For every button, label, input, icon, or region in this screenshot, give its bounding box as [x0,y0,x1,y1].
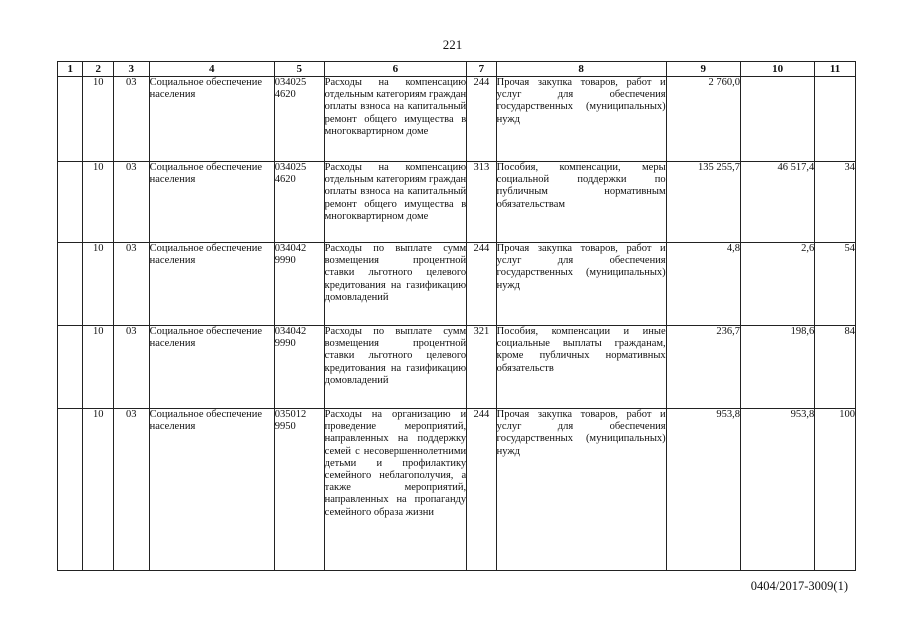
cell-expense-type: 244 [467,409,497,571]
cell-target-code: 034042 9990 [274,243,324,326]
cell-section: 10 [83,326,114,409]
cell-percent: 100 [815,409,856,571]
cell-section: 10 [83,162,114,243]
cell-expense-type: 244 [467,243,497,326]
cell-expense-type-name: Пособия, компенсации, меры социальной поддержки по публичным нормативным обязательствам [496,162,666,243]
cell-section: 10 [83,77,114,162]
column-header: 5 [274,62,324,77]
cell-section-name: Социальное обеспечение населения [149,162,274,243]
cell-col1 [58,162,83,243]
cell-amount-executed: 46 517,4 [740,162,814,243]
budget-table [57,61,856,571]
column-header: 6 [324,62,467,77]
cell-col1 [58,77,83,162]
cell-expense-type: 244 [467,77,497,162]
column-header: 8 [496,62,666,77]
cell-expense-name: Расходы по выплате сумм возмещения процентной ставки льготного целевого кредитования на газификацию домовладений [324,243,467,326]
column-header: 2 [83,62,114,77]
cell-amount-planned: 135 255,7 [666,162,740,243]
cell-percent: 54 [815,243,856,326]
document-code: 0404/2017-3009(1) [750,579,848,593]
table-header-row [58,62,856,77]
cell-amount-executed: 2,6 [740,243,814,326]
cell-expense-name: Расходы на организацию и проведение мероприятий, направленных на поддержку семей с несовершеннолетними детьми и профилактику семейного неблагополучия, а также мероприятий, направленных на пропаганду семейного образа жизни [324,409,467,571]
cell-expense-name: Расходы по выплате сумм возмещения процентной ставки льготного целевого кредитования на газификацию домовладений [324,326,467,409]
column-header: 1 [58,62,83,77]
cell-subsection: 03 [113,409,149,571]
column-header: 10 [740,62,814,77]
cell-expense-name: Расходы на компенсацию отдельным категориям граждан оплаты взноса на капитальный ремонт общего имущества в многоквартирном доме [324,162,467,243]
cell-target-code: 034042 9990 [274,326,324,409]
table-row [58,243,856,326]
cell-section: 10 [83,409,114,571]
table-row [58,326,856,409]
table-row [58,409,856,571]
cell-amount-planned: 4,8 [666,243,740,326]
cell-amount-planned: 2 760,0 [666,77,740,162]
cell-section: 10 [83,243,114,326]
column-header: 3 [113,62,149,77]
cell-expense-type: 321 [467,326,497,409]
cell-expense-type-name: Прочая закупка товаров, работ и услуг для обеспечения государственных (муниципальных) нужд [496,243,666,326]
table-row [58,162,856,243]
cell-col1 [58,326,83,409]
cell-section-name: Социальное обеспечение населения [149,243,274,326]
cell-expense-type: 313 [467,162,497,243]
cell-expense-type-name: Прочая закупка товаров, работ и услуг для обеспечения государственных (муниципальных) нужд [496,77,666,162]
cell-amount-planned: 953,8 [666,409,740,571]
cell-subsection: 03 [113,243,149,326]
column-header: 11 [815,62,856,77]
cell-subsection: 03 [113,162,149,243]
cell-subsection: 03 [113,77,149,162]
table-row [58,77,856,162]
cell-section-name: Социальное обеспечение населения [149,77,274,162]
page-number: 221 [442,37,463,52]
cell-percent: 34 [815,162,856,243]
cell-expense-name: Расходы на компенсацию отдельным категориям граждан оплаты взноса на капитальный ремонт общего имущества в многоквартирном доме [324,77,467,162]
cell-section-name: Социальное обеспечение населения [149,326,274,409]
cell-col1 [58,409,83,571]
column-header: 7 [467,62,497,77]
cell-section-name: Социальное обеспечение населения [149,409,274,571]
cell-expense-type-name: Пособия, компенсации и иные социальные выплаты гражданам, кроме публичных нормативных обязательств [496,326,666,409]
cell-target-code: 034025 4620 [274,77,324,162]
column-header: 4 [149,62,274,77]
cell-percent: 84 [815,326,856,409]
cell-percent [815,77,856,162]
cell-subsection: 03 [113,326,149,409]
cell-amount-planned: 236,7 [666,326,740,409]
cell-amount-executed: 953,8 [740,409,814,571]
cell-amount-executed: 198,6 [740,326,814,409]
cell-amount-executed [740,77,814,162]
cell-expense-type-name: Прочая закупка товаров, работ и услуг для обеспечения государственных (муниципальных) нужд [496,409,666,571]
cell-target-code: 035012 9950 [274,409,324,571]
cell-target-code: 034025 4620 [274,162,324,243]
column-header: 9 [666,62,740,77]
cell-col1 [58,243,83,326]
